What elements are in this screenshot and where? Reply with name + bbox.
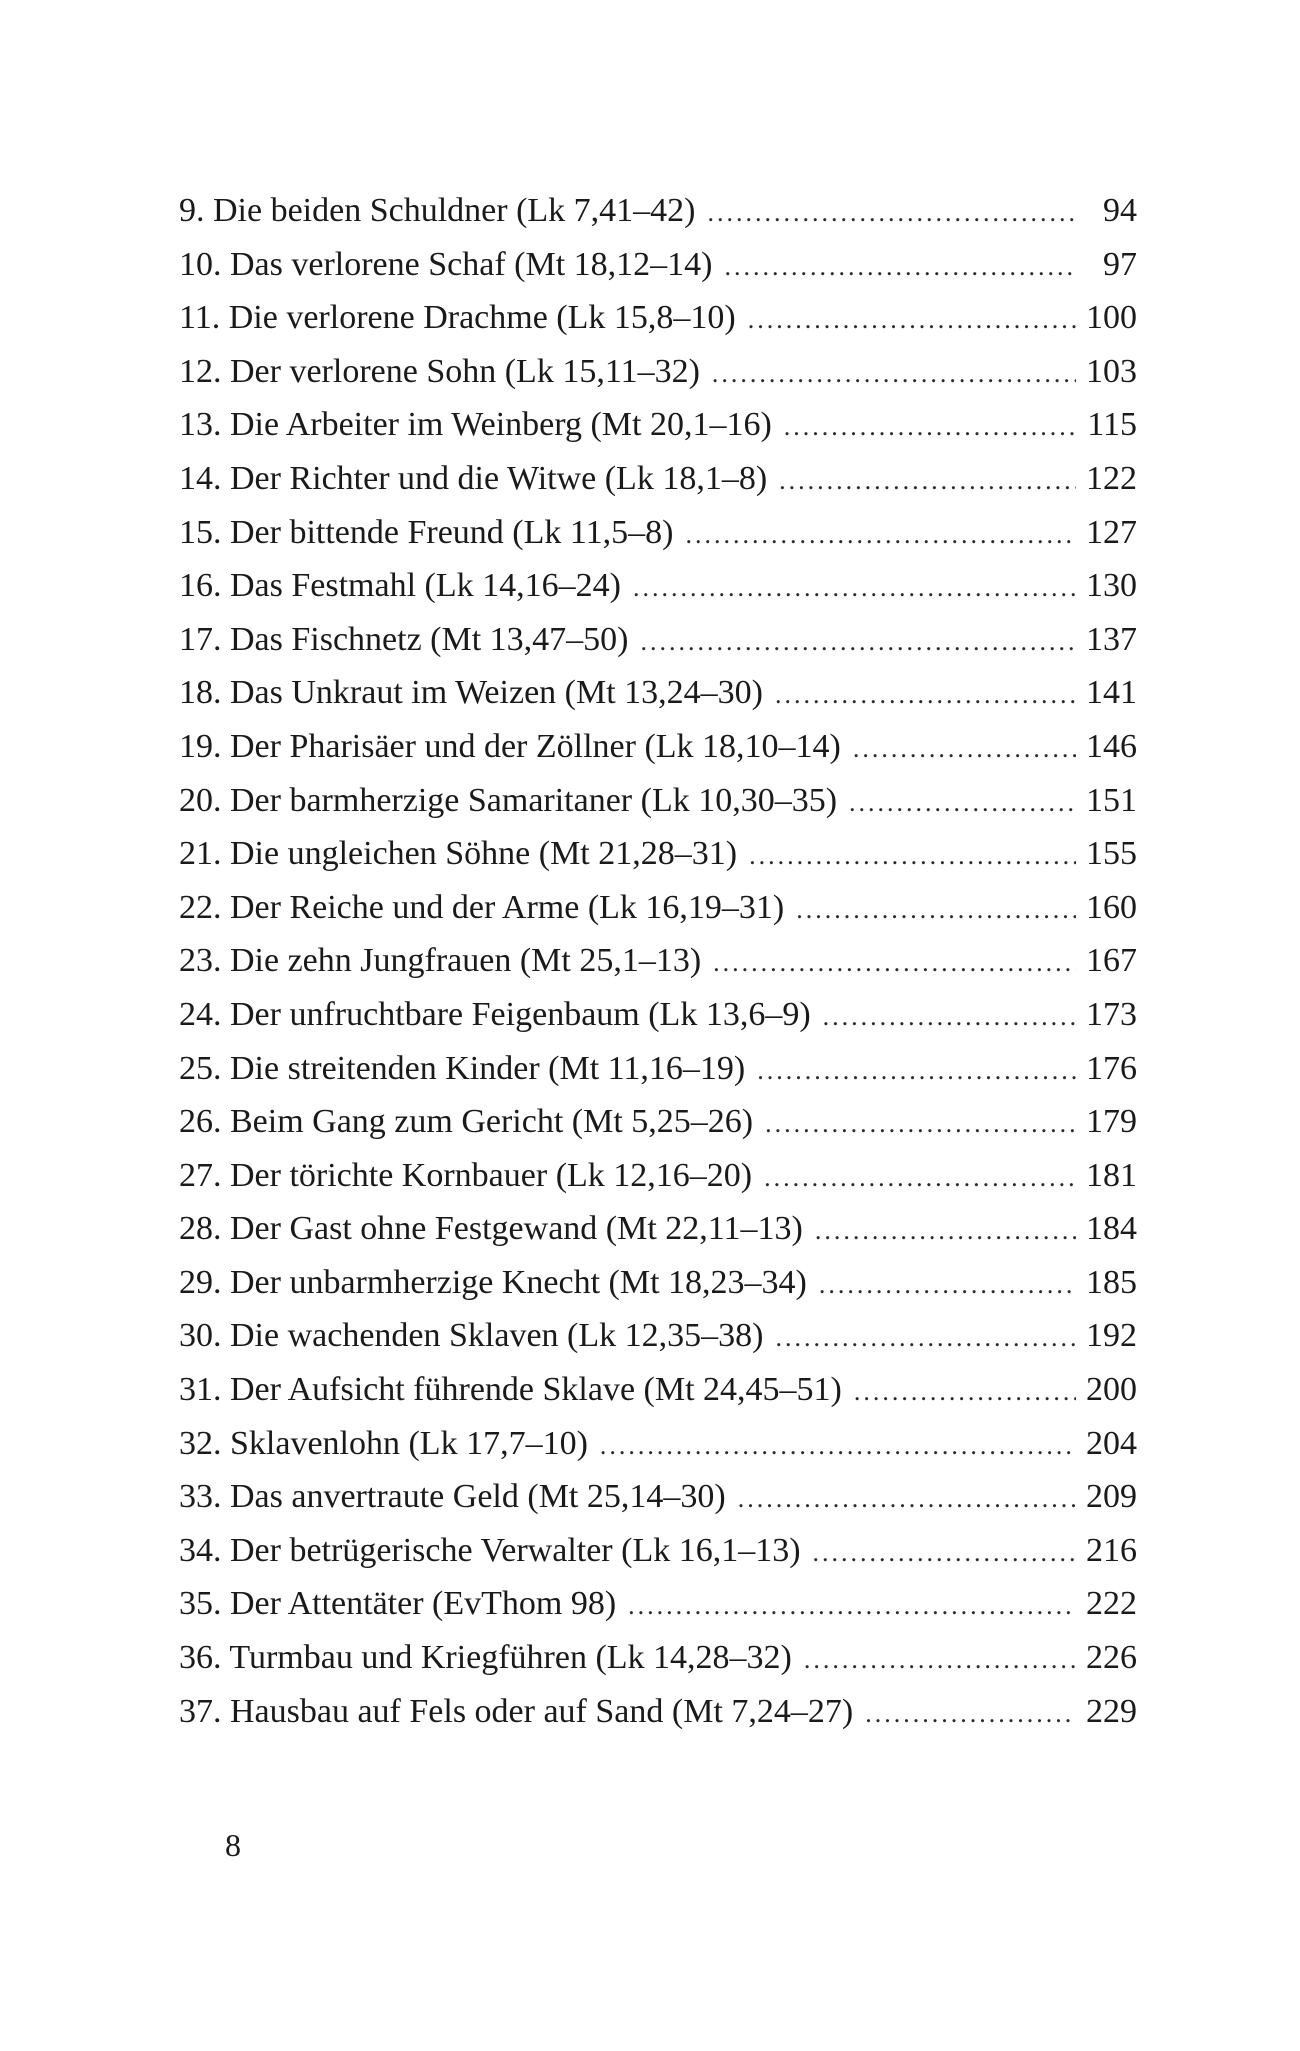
toc-dot-leader [600,1419,1076,1473]
toc-entry-title: 32. Sklavenlohn (Lk 17,7–10) [179,1424,588,1462]
toc-entry-title: 27. Der törichte Kornbauer (Lk 12,16–20) [179,1156,753,1194]
toc-entry-title: 28. Der Gast ohne Festgewand (Mt 22,11–13) [179,1210,803,1248]
toc-entry-page: 115 [1087,406,1137,444]
toc-entry [179,1095,1137,1149]
toc-entry [179,291,1137,345]
toc-dot-leader [804,1633,1076,1687]
toc-entry-title: 10. Das verlorene Schaf (Mt 18,12–14) [179,245,713,283]
toc-entry [179,774,1137,828]
toc-dot-leader [796,883,1076,937]
toc-dot-leader [823,990,1076,1044]
toc-entry-page: 222 [1086,1585,1137,1623]
toc-entry-title: 22. Der Reiche und der Arme (Lk 16,19–31) [179,888,785,926]
toc-entry-title: 26. Beim Gang zum Gericht (Mt 5,25–26) [179,1103,754,1141]
toc-dot-leader [712,347,1076,401]
toc-entry [179,988,1137,1042]
toc-entry [179,398,1137,452]
toc-entry-page: 200 [1086,1371,1137,1409]
toc-entry [179,1256,1137,1310]
toc-entry [179,720,1137,774]
toc-entry-title: 23. Die zehn Jungfrauen (Mt 25,1–13) [179,942,702,980]
toc-entry-page: 160 [1086,888,1137,926]
toc-dot-leader [775,1311,1076,1365]
toc-entry-title: 20. Der barmherzige Samaritaner (Lk 10,30–35) [179,781,838,819]
toc-entry-page: 173 [1086,995,1137,1033]
toc-entry-page: 216 [1086,1531,1137,1569]
toc-dot-leader [819,1258,1076,1312]
toc-dot-leader [633,561,1076,615]
toc-entry-title: 15. Der bittende Freund (Lk 11,5–8) [179,513,674,551]
toc-entry-title: 30. Die wachenden Sklaven (Lk 12,35–38) [179,1317,764,1355]
toc-dot-leader [815,1204,1076,1258]
toc-entry [179,881,1137,935]
toc-dot-leader [853,722,1076,776]
toc-entry-page: 97 [1103,245,1137,283]
toc-entry [179,1149,1137,1203]
toc-entry [179,827,1137,881]
toc-entry-title: 14. Der Richter und die Witwe (Lk 18,1–8) [179,459,768,497]
toc-dot-leader [764,1151,1076,1205]
toc-dot-leader [641,615,1076,669]
toc-entry [179,1202,1137,1256]
toc-entry [179,452,1137,506]
toc-entry-page: 127 [1086,513,1137,551]
toc-entry [179,1309,1137,1363]
toc-dot-leader [849,776,1076,830]
toc-entry-page: 185 [1086,1263,1137,1301]
toc-entry-page: 137 [1086,620,1137,658]
toc-entry-title: 33. Das anvertraute Geld (Mt 25,14–30) [179,1478,726,1516]
toc-entry-page: 141 [1086,674,1137,712]
toc-entry-page: 167 [1086,942,1137,980]
toc-entry-title: 31. Der Aufsicht führende Sklave (Mt 24,45–51) [179,1371,842,1409]
toc-entry [179,559,1137,613]
toc-entry-page: 181 [1086,1156,1137,1194]
toc-dot-leader [779,454,1076,508]
toc-entry-title: 19. Der Pharisäer und der Zöllner (Lk 18,10–14) [179,727,841,765]
toc-entry-title: 17. Das Fischnetz (Mt 13,47–50) [179,620,629,658]
toc-entry [179,1685,1137,1739]
toc-entry-page: 209 [1086,1478,1137,1516]
toc-entry-page: 226 [1086,1639,1137,1677]
toc-entry [179,1631,1137,1685]
toc-entry [179,934,1137,988]
toc-entry [179,238,1137,292]
toc-dot-leader [813,1526,1076,1580]
toc-entry-page: 103 [1086,352,1137,390]
toc-entry-title: 18. Das Unkraut im Weizen (Mt 13,24–30) [179,674,763,712]
toc-entry [179,1417,1137,1471]
toc-entry-title: 12. Der verlorene Sohn (Lk 15,11–32) [179,352,700,390]
toc-dot-leader [854,1365,1076,1419]
toc-entry-title: 21. Die ungleichen Söhne (Mt 21,28–31) [179,835,738,873]
toc-entry-page: 151 [1086,781,1137,819]
toc-entry [179,613,1137,667]
toc-entry-page: 179 [1086,1103,1137,1141]
toc-dot-leader [628,1579,1076,1633]
toc-entry [179,184,1137,238]
toc-entry-title: 37. Hausbau auf Fels oder auf Sand (Mt 7,24–27) [179,1692,854,1730]
toc-entry-page: 130 [1086,567,1137,605]
toc-dot-leader [738,1472,1076,1526]
toc-dot-leader [748,293,1076,347]
toc-entry-title: 13. Die Arbeiter im Weinberg (Mt 20,1–16) [179,406,772,444]
toc-entry-title: 25. Die streitenden Kinder (Mt 11,16–19) [179,1049,746,1087]
toc-entry-page: 229 [1086,1692,1137,1730]
toc-entry [179,1042,1137,1096]
toc-dot-leader [749,829,1076,883]
toc-entry-page: 176 [1086,1049,1137,1087]
toc-entry-page: 146 [1086,727,1137,765]
toc-dot-leader [784,400,1077,454]
toc-entry-page: 100 [1086,299,1137,337]
toc-entry-page: 94 [1103,192,1137,229]
toc-dot-leader [685,508,1076,562]
toc-entry-page: 155 [1086,835,1137,873]
toc-entry-page: 204 [1086,1424,1137,1462]
toc-entry-title: 16. Das Festmahl (Lk 14,16–24) [179,567,621,605]
toc-entry-title: 24. Der unfruchtbare Feigenbaum (Lk 13,6–9) [179,995,811,1033]
toc-entry [179,666,1137,720]
toc-dot-leader [757,1044,1076,1098]
toc-entry-title: 34. Der betrügerische Verwalter (Lk 16,1–13) [179,1531,801,1569]
toc-entry-page: 184 [1086,1210,1137,1248]
toc-entry-title: 9. Die beiden Schuldner (Lk 7,41–42) [179,192,696,229]
toc-dot-leader [775,668,1076,722]
toc-entry-title: 35. Der Attentäter (EvThom 98) [179,1585,617,1623]
toc-dot-leader [708,186,1078,240]
toc-dot-leader [765,1097,1076,1151]
table-of-contents [179,184,1137,1738]
toc-dot-leader [724,240,1077,294]
toc-entry-page: 192 [1086,1317,1137,1355]
toc-entry-title: 11. Die verlorene Drachme (Lk 15,8–10) [179,299,736,337]
toc-entry-title: 36. Turmbau und Kriegführen (Lk 14,28–32) [179,1639,792,1677]
toc-entry [179,506,1137,560]
toc-entry [179,1524,1137,1578]
toc-entry-title: 29. Der unbarmherzige Knecht (Mt 18,23–34) [179,1263,807,1301]
toc-dot-leader [865,1687,1076,1741]
toc-entry-page: 122 [1086,459,1137,497]
toc-entry [179,1470,1137,1524]
toc-entry [179,345,1137,399]
page-number: 8 [225,1827,241,1863]
toc-entry [179,1577,1137,1631]
toc-entry [179,1363,1137,1417]
toc-dot-leader [713,936,1076,990]
